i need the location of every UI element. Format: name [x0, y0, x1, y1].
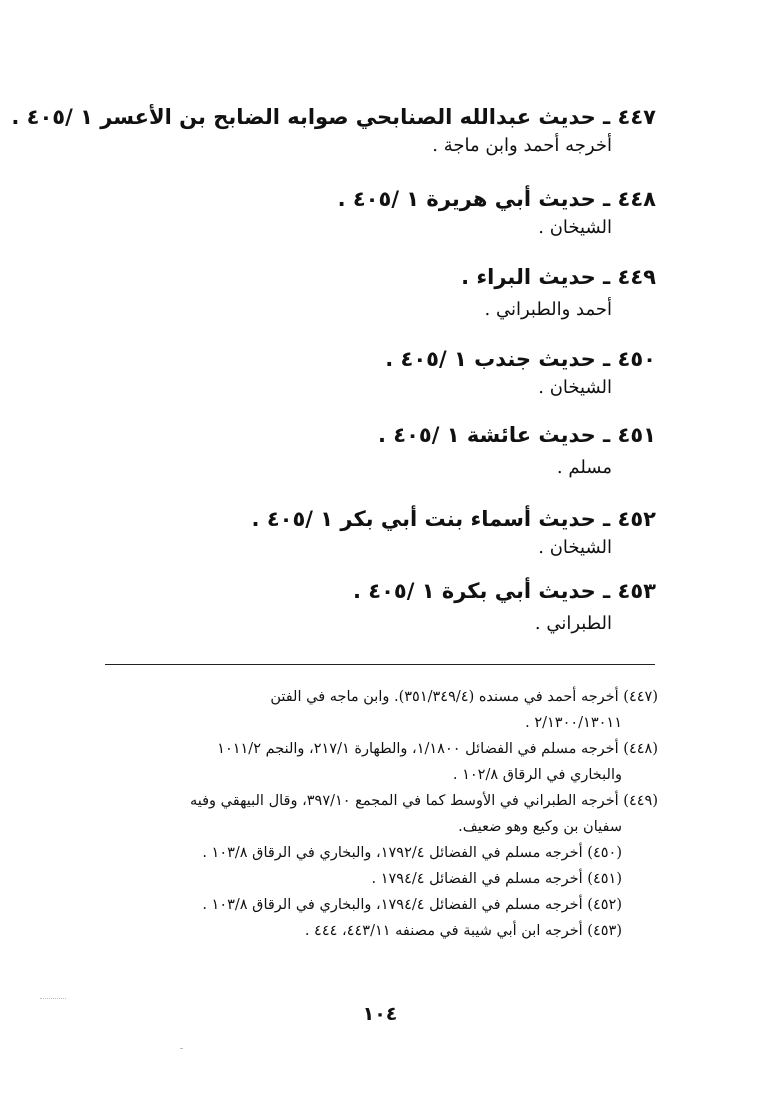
entry-source: أحمد والطبراني . — [484, 299, 612, 320]
entry-source: الشيخان . — [538, 537, 612, 558]
entry-453 — [96, 576, 656, 638]
footnote-line: (٤٥٢) أخرجه مسلم في الفضائل ١٧٩٤/٤، والبخاري في الرقاق ١٠٣/٨ . — [202, 897, 622, 913]
footnote-453 — [98, 918, 658, 944]
entry-source: أخرجه أحمد وابن ماجة . — [432, 135, 612, 156]
entry-source: الشيخان . — [538, 217, 612, 238]
footnote-line: والبخاري في الرقاق ١٠٢/٨ . — [452, 767, 622, 783]
entry-452 — [96, 504, 656, 562]
footnote-line: (٤٥٣) أخرجه ابن أبي شيبة في مصنفه ٤٤٣/١١، ٤٤٤ . — [304, 923, 622, 939]
footnote-divider — [105, 664, 655, 665]
page-number: ١٠٤ — [362, 1003, 398, 1025]
entry-source: الشيخان . — [538, 377, 612, 398]
scan-speck — [180, 1048, 182, 1049]
footnote-449 — [98, 788, 658, 840]
footnote-447 — [98, 684, 658, 736]
entry-title: ٤٥٢ ـ حديث أسماء بنت أبي بكر ١ /٤٠٥ . — [251, 507, 656, 531]
entry-451 — [96, 420, 656, 482]
footnote-line: سفيان بن وكيع وهو ضعيف. — [458, 819, 622, 835]
footnote-450 — [98, 840, 658, 866]
entry-447 — [11, 102, 656, 160]
footnote-line: (٤٥١) أخرجه مسلم في الفضائل ١٧٩٤/٤ . — [371, 871, 622, 887]
entry-450 — [96, 344, 656, 402]
entry-title: ٤٥١ ـ حديث عائشة ١ /٤٠٥ . — [377, 423, 656, 447]
footnote-448 — [98, 736, 658, 788]
entry-448 — [96, 184, 656, 242]
entry-title: ٤٤٧ ـ حديث عبدالله الصنابحي صوابه الضابح بن الأعسر ١ /٤٠٥ . — [11, 105, 656, 129]
entry-title: ٤٤٩ ـ حديث البراء . — [461, 265, 656, 289]
entry-source: الطبراني . — [534, 613, 612, 634]
footnote-line: (٤٤٨) أخرجه مسلم في الفضائل ١/١٨٠٠، والطهارة ٢١٧/١، والنجم ١٠١١/٢ — [217, 741, 658, 757]
footnote-line: ٢/١٣٠٠/١٣٠١١ . — [525, 715, 622, 731]
footnotes — [98, 684, 658, 944]
footnote-451 — [98, 866, 658, 892]
footnote-452 — [98, 892, 658, 918]
entry-449 — [96, 262, 656, 324]
entry-title: ٤٥٠ ـ حديث جندب ١ /٤٠٥ . — [385, 347, 656, 371]
footnote-line: (٤٤٧) أخرجه أحمد في مسنده (٣٥١/٣٤٩/٤). وابن ماجه في الفتن — [270, 689, 658, 705]
entry-title: ٤٤٨ ـ حديث أبي هريرة ١ /٤٠٥ . — [337, 187, 656, 211]
scan-speck — [40, 998, 66, 999]
footnote-line: (٤٥٠) أخرجه مسلم في الفضائل ١٧٩٢/٤، والبخاري في الرقاق ١٠٣/٨ . — [202, 845, 622, 861]
footnote-line: (٤٤٩) أخرجه الطبراني في الأوسط كما في المجمع ٣٩٧/١٠، وقال البيهقي وفيه — [189, 793, 658, 809]
entry-source: مسلم . — [556, 457, 612, 478]
entry-title: ٤٥٣ ـ حديث أبي بكرة ١ /٤٠٥ . — [352, 579, 656, 603]
